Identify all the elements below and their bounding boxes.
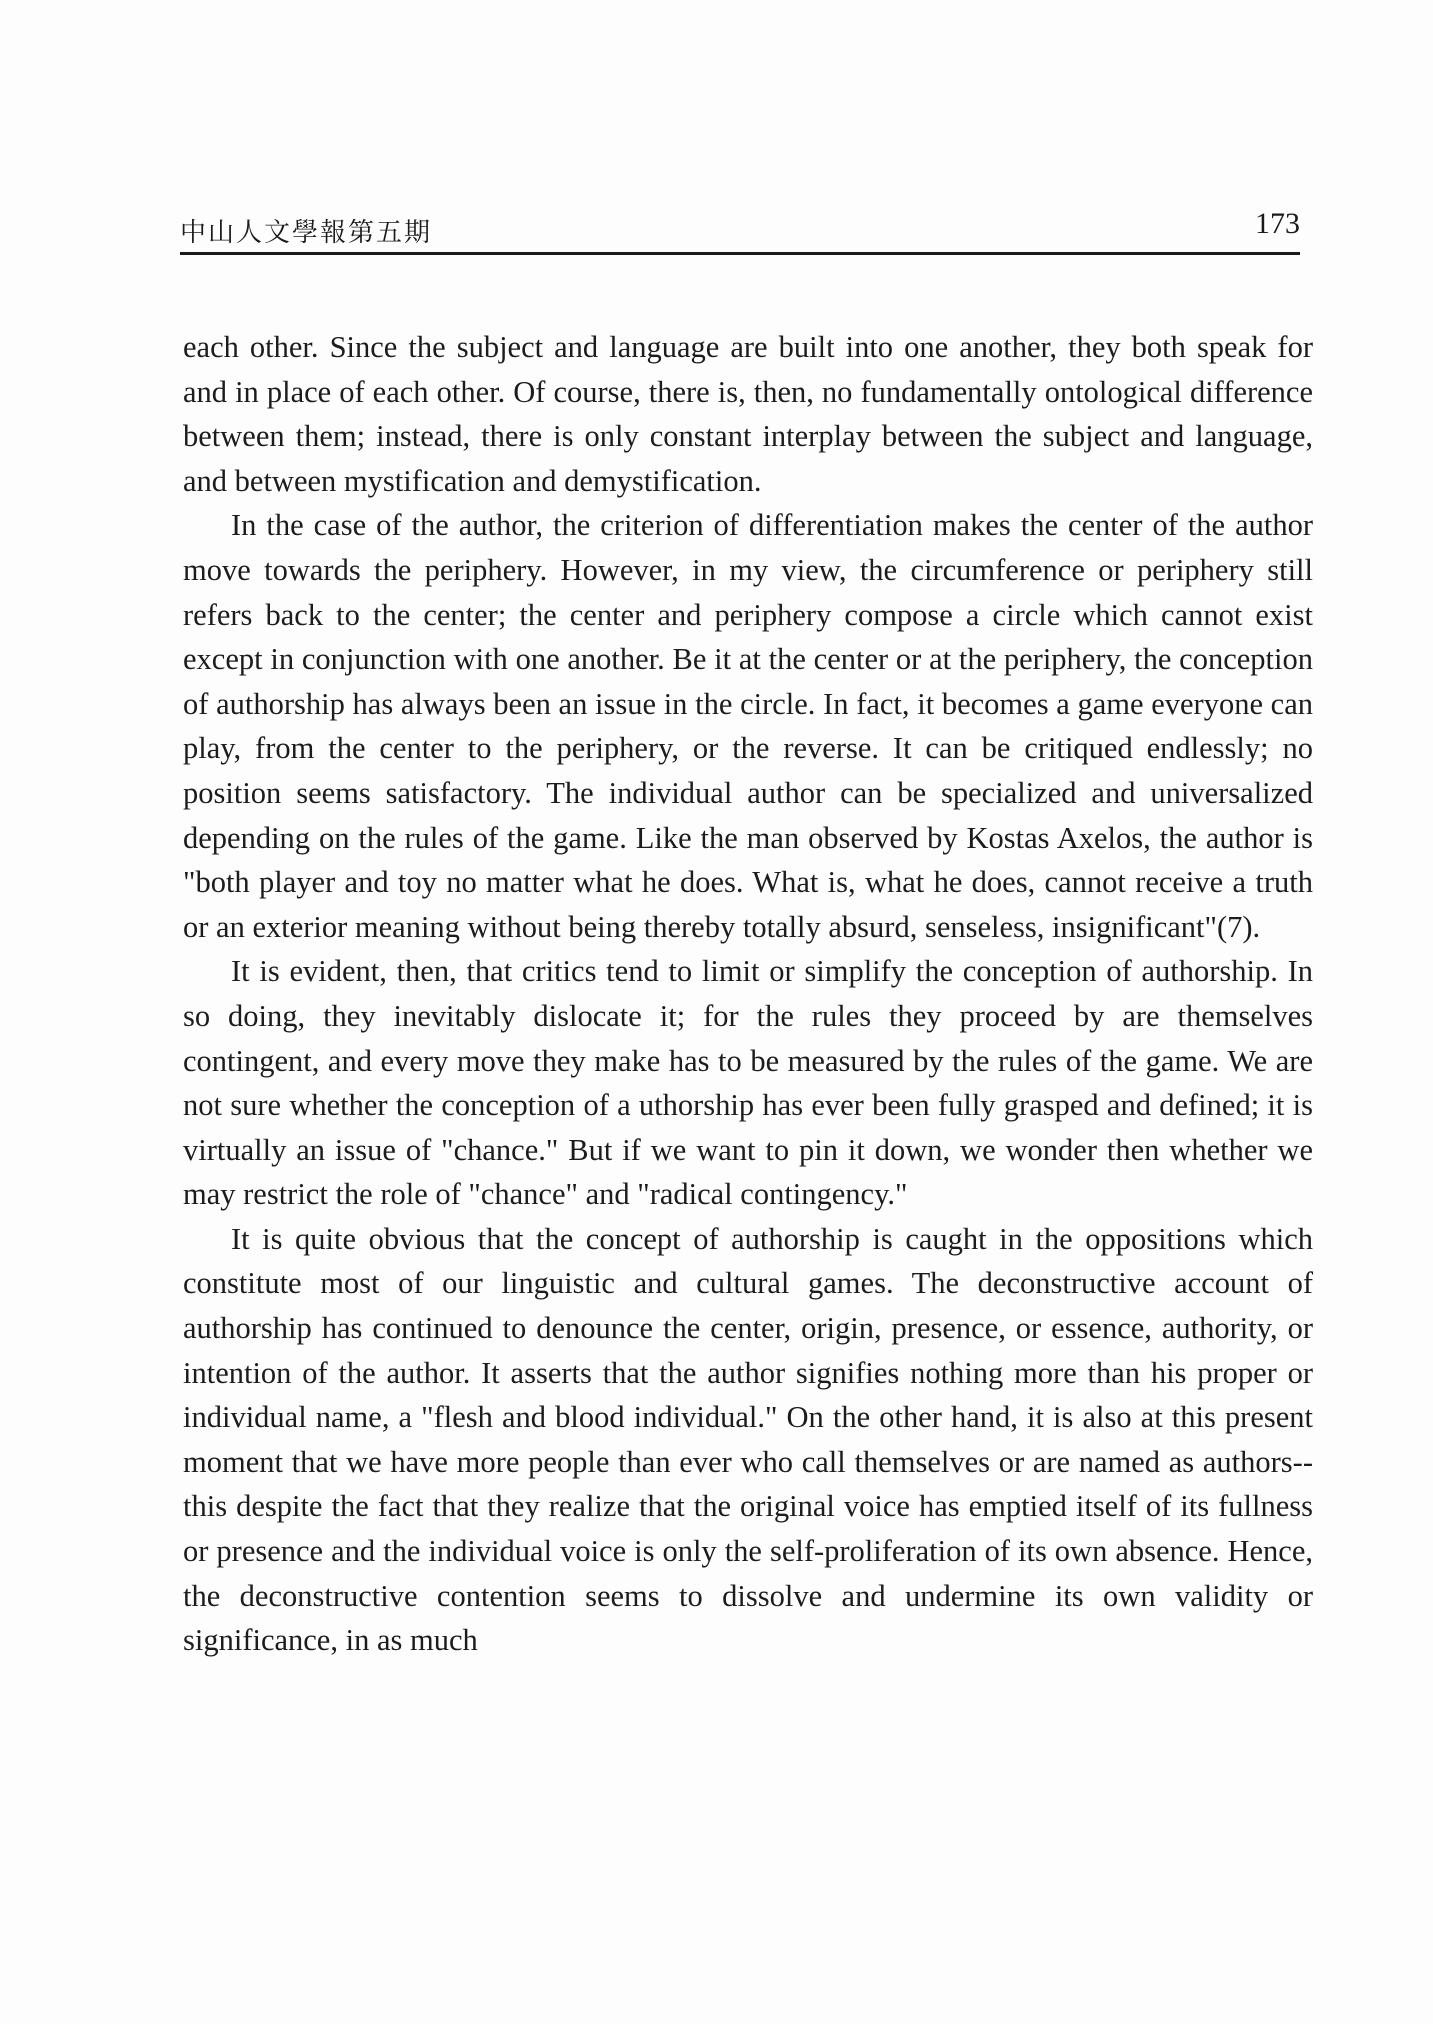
body-text	[183, 325, 1313, 1663]
paragraph-2: In the case of the author, the criterion of differentiation makes the center of the author move towards the periphery. However, in my view, the circumference or periphery still refers back to the center; the center and periphery compose a circle which cannot exist except in conjunction with one another. Be it at the center or at the periphery, the conception of authorship has always been an issue in the circle. In fact, it becomes a game everyone can play, from the center to the periphery, or the reverse. It can be critiqued endlessly; no position seems satisfactory. The individual author can be specialized and universalized depending on the rules of the game. Like the man observed by Kostas Axelos, the author is "both player and toy no matter what he does. What is, what he does, cannot receive a truth or an exterior meaning without being thereby totally absurd, senseless, insignificant"(7).	[183, 508, 1313, 944]
paragraph-3: It is evident, then, that critics tend to limit or simplify the conception of authorship. In so doing, they inevitably dislocate it; for the rules they proceed by are themselves contingent, and every move they make has to be measured by the rules of the game. We are not sure whether the conception of a uthorship has ever been fully grasped and defined; it is virtually an issue of "chance." But if we want to pin it down, we wonder then whether we may restrict the role of "chance" and "radical contingency."	[183, 954, 1313, 1212]
paragraph-1: each other. Since the subject and language are built into one another, they both speak for and in place of each other. Of course, there is, then, no fundamentally ontological difference between them; instead, there is only constant interplay between the subject and language, and between mystification and demystification.	[183, 330, 1313, 498]
page-number: 173	[1255, 207, 1300, 240]
paragraph-4: It is quite obvious that the concept of authorship is caught in the oppositions which constitute most of our linguistic and cultural games. The deconstructive account of authorship has continued to denounce the center, origin, presence, or essence, authority, or intention of the author. It asserts that the author signifies nothing more than his proper or individual name, a "flesh and blood individual." On the other hand, it is also at this present moment that we have more people than ever who call themselves or are named as authors--this despite the fact that they realize that the original voice has emptied itself of its fullness or presence and the individual voice is only the self-proliferation of its own absence. Hence, the deconstructive contention seems to dissolve and undermine its own validity or significance, in as much	[183, 1221, 1313, 1658]
header-rule	[180, 252, 1300, 255]
running-header	[180, 205, 1300, 255]
journal-title: 中山人文學報第五期	[180, 218, 433, 248]
